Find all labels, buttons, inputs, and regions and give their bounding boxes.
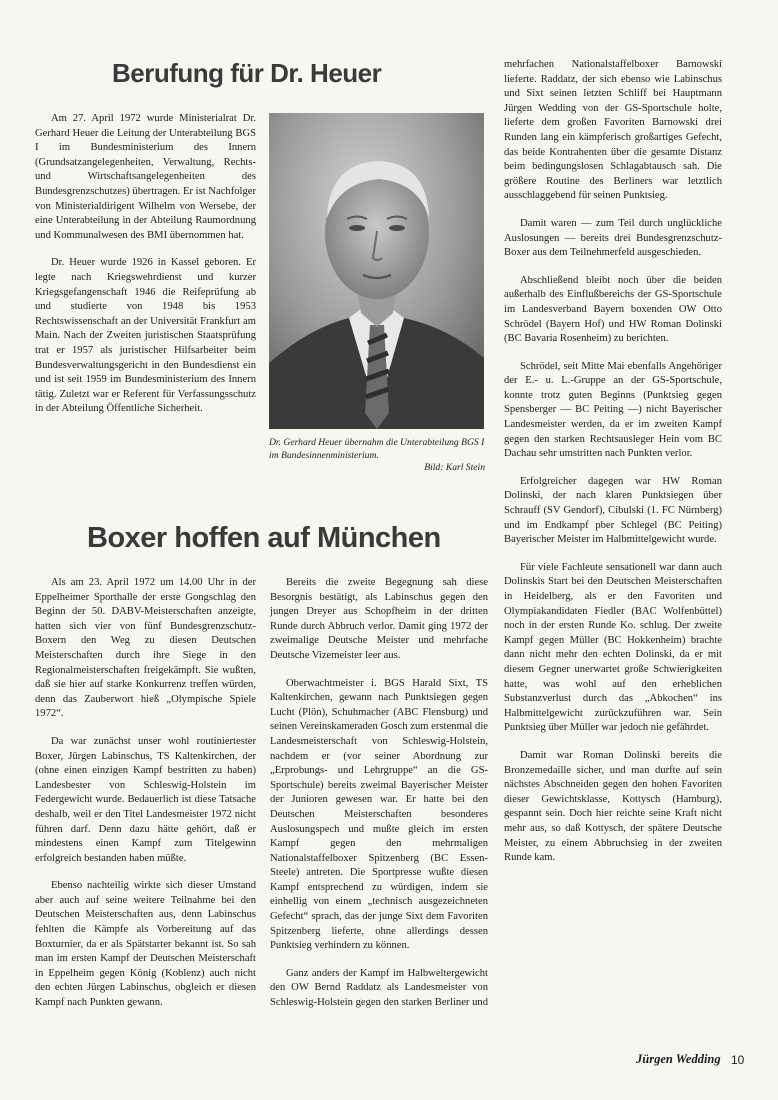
- article2-paragraph: mehrfachen Nationalstaffelboxer Barnowski lieferte. Raddatz, der sich ebenso wie Labinschus und Sixt seinen letzten Schliff bei Hauptmann Jürgen Wedding von der GS-Sportschule holte, lieferte dem großen Favoriten Barnowski drei Runden lang ein kämpferisch großartiges Gefecht, das beide Kontrahenten über die gesamte Distanz beim bedingungslosen Schlagabtausch sah. Die größere Routine des Berliners war letztlich ausschlaggebend für seinen Punktsieg.: [504, 59, 722, 202]
- article2-paragraph: Da war zunächst unser wohl routiniertester Boxer, Jürgen Labinschus, TS Kaltenkirchen, der (ohne einen einzigen Kampf bestritten zu haben) Landesbester von Schleswig-Holstein im Federgewicht wurde. Bedauerlich ist diese Tatsache deshalb, weil er den Titel Landesmeister 1972 nicht führen darf. Denn dazu hätte gehört, daß er mindestens einen Kampf zum Titelgewinn erfolgreich bestanden haben müßte.: [35, 735, 256, 864]
- article2-paragraph: Oberwachtmeister i. BGS Harald Sixt, TS Kaltenkirchen, gewann nach Punktsiegen gegen Lucht (Plön), Schuhmacher (ABC Flensburg) und seinen Vereinskameraden Gosch zum erstenmal die Landesmeisterschaft von Schleswig-Holstein, nachdem er (vor seiner Abordnung zur „Erprobungs- und Lehrgruppe“ an die GS-Sportschule) bereits zweimal Bayerischer Meister der Junioren gewesen war. Er hatte bei den Deutschen Meisterschaften besonderes Auslosungspech und mußte gleich im ersten Kampf gegen den mehrmaligen Nationalstaffelboxer Spitzenberg (BC Essen-Steele) antreten. Die Sportpresse wußte diesen Kampf entsprechend zu würdigen, indem sie einhellig von einem „technisch ausgezeichneten Gefecht“ sprach, das der junge Sixt dem Favoriten Spitzenberg lieferte, ohne allerdings dessen Punktsieg verhindern zu können.: [270, 677, 488, 952]
- page-number: 10: [731, 1053, 745, 1067]
- article2-paragraph: Abschließend bleibt noch über die beiden außerhalb des Einflußbereichs der GS-Sportschule im Landesverband Bayern boxenden OW Otto Schrödel (Bayern Hof) und HW Roman Dolinski (BC Bavaria Rosenheim) zu berichten.: [504, 274, 722, 345]
- article2-paragraph: Damit war Roman Dolinski bereits die Bronzemedaille sicher, und man durfte auf sein nächstes Abschneiden gegen den hohen Favoriten dieser Gewichtsklasse, Kottysch (Hamburg), gespannt sein. Doch hier reichte seine Kraft nicht mehr aus, so daß Kottysch, der spätere Deutsche Meister, zu einem Abbruchsieg in der zweiten Runde kam.: [504, 749, 722, 864]
- photo-caption-block: [269, 437, 485, 475]
- article1-paragraph: Dr. Heuer wurde 1926 in Kassel geboren. Er legte nach Kriegswehrdienst und kurzer Kriegsgefangenschaft 1946 die Reifeprüfung ab und studierte von 1948 bis 1953 Rechtswissenschaft an der Universität Frankfurt am Main. Nach der Zweiten juristischen Staatsprüfung trat er 1957 als juristischer Hilfsarbeiter beim Bundesverwaltungsgericht in den Bundesdienst ein und ist seit 1959 im Bundesministerium des Innern tätig. Zuletzt war er Referent für Verfassungsschutz in der Abteilung Öffentliche Sicherheit.: [35, 257, 256, 415]
- article2-headline: Boxer hoffen auf München: [87, 522, 441, 554]
- article1-body: [35, 112, 256, 417]
- portrait-figure: [269, 113, 484, 429]
- photo-caption: Dr. Gerhard Heuer übernahm die Unterabteilung BGS I im Bundesinnenministerium.: [269, 437, 485, 461]
- article1-paragraph: Am 27. April 1972 wurde Ministerialrat Dr. Gerhard Heuer die Leitung der Unterabteilung BGS I im Bundesministerium des Innern (Grundsatzangelegenheiten, Verwaltung, Rechts- und Wirtschaftsangelegenheiten des Bundesgrenzschutzes) übertragen. Er ist Nachfolger von Ministerialdirigent Wilhelm von Wersebe, der eine Unterabteilung in der Abteilung Raumordnung und Kommunalwesen des BMI übernommen hat.: [35, 113, 256, 241]
- author-signature: Jürgen Wedding: [636, 1052, 721, 1066]
- portrait-photo: [269, 113, 484, 429]
- article2-paragraph: Damit waren — zum Teil durch unglückliche Auslosungen — bereits drei Bundesgrenzschutz-Boxer aus dem Teilnehmerfeld ausgeschieden.: [504, 217, 722, 259]
- article2-paragraph: Erfolgreicher dagegen war HW Roman Dolinski, der nach klaren Punktsiegen über Schrauff (SV Gendorf), Cibulski (1. FC Nürnberg) und im Endkampf pber Schlegel (BC Peiting) Bayerischer Meister im Halbmittelgewicht wurde.: [504, 475, 722, 546]
- article2-paragraph: Schrödel, seit Mitte Mai ebenfalls Angehöriger der E.- u. L.-Gruppe an der GS-Sportschule, konnte trotz guten Beginns (Punktsieg gegen Spensberger — BC Peiting —) nicht Bayerischer Landesmeister werden, da er im zweiten Kampf gegen den starken Rechtsausleger Hein vom BC Dachau sehr umstritten nach Punkten verlor.: [504, 360, 722, 460]
- article2-column-1: [35, 576, 256, 1011]
- article2-paragraph: Ebenso nachteilig wirkte sich dieser Umstand aber auch auf seine weitere Teilnahme bei den Deutschen Meisterschaften aus, denn Labinschus fehlten die Kämpfe als Vorbereitung auf das Boxturnier, da er als Spätstarter bekannt ist. So sah man im ersten Kampf der Deutschen Meisterschaft in Eppelheim gegen König (Koblenz) auch nicht den echten Jürgen Labinschus, obgleich er diesen Kampf nach Punkten gewann.: [35, 880, 256, 1009]
- article2-column-3: [504, 58, 722, 866]
- article2-paragraph: Ganz anders der Kampf im Halbweltergewicht den OW Bernd Raddatz als Landesmeister von Schleswig-Holstein gegen den starken Berliner und: [270, 967, 488, 1009]
- article1-headline: Berufung für Dr. Heuer: [112, 58, 382, 88]
- article2-paragraph: Für viele Fachleute sensationell war dann auch Dolinskis Start bei den Deutschen Meisterschaften in Heidelberg, als er den Favoriten und Olympiakandidaten Fiedler (BAC Wolfenbüttel) noch in der ersten Runde Ko. schlug. Der zweite Kampf gegen Müller (BC Hokkenheim) brachte dann nicht mehr den echten Dolinski, da er mit diesem Gegner unerwartet große Schwierigkeiten hatte, was wohl auf den erheblichen Substanzverlust durch das „Abkochen“ ins Halbmittelgewicht zurückzuführen war. Sein Punktsieg über Müller war jedoch nie gefährdet.: [504, 561, 722, 734]
- photo-credit: Bild: Karl Stein: [424, 462, 485, 474]
- article2-paragraph: Bereits die zweite Begegnung sah diese Besorgnis bestätigt, als Labinschus gegen den jungen Dreyer aus Schopfheim in der dritten Runde durch Abbruch verlor. Damit ging 1972 der zweimalige Deutsche Meister und mehrfache Deutsche Vizemeister leer aus.: [270, 577, 488, 661]
- article2-paragraph: Als am 23. April 1972 um 14.00 Uhr in der Eppelheimer Sporthalle der erste Gongschlag den Beginn der 50. DABV-Meisterschaften anzeigte, hatten sich vier von fünf Bundesgrenzschutz-Boxern den Weg zu diesen Deutschen Meisterschaften durch ihre Siege in den Regionalmeisterschaften freigekämpft. Sie wußten, daß sie hier auf starke Konkurrenz treffen würden, denn das Zauberwort hieß „Olympische Spiele 1972“.: [35, 577, 256, 720]
- article2-column-2: [270, 576, 488, 1011]
